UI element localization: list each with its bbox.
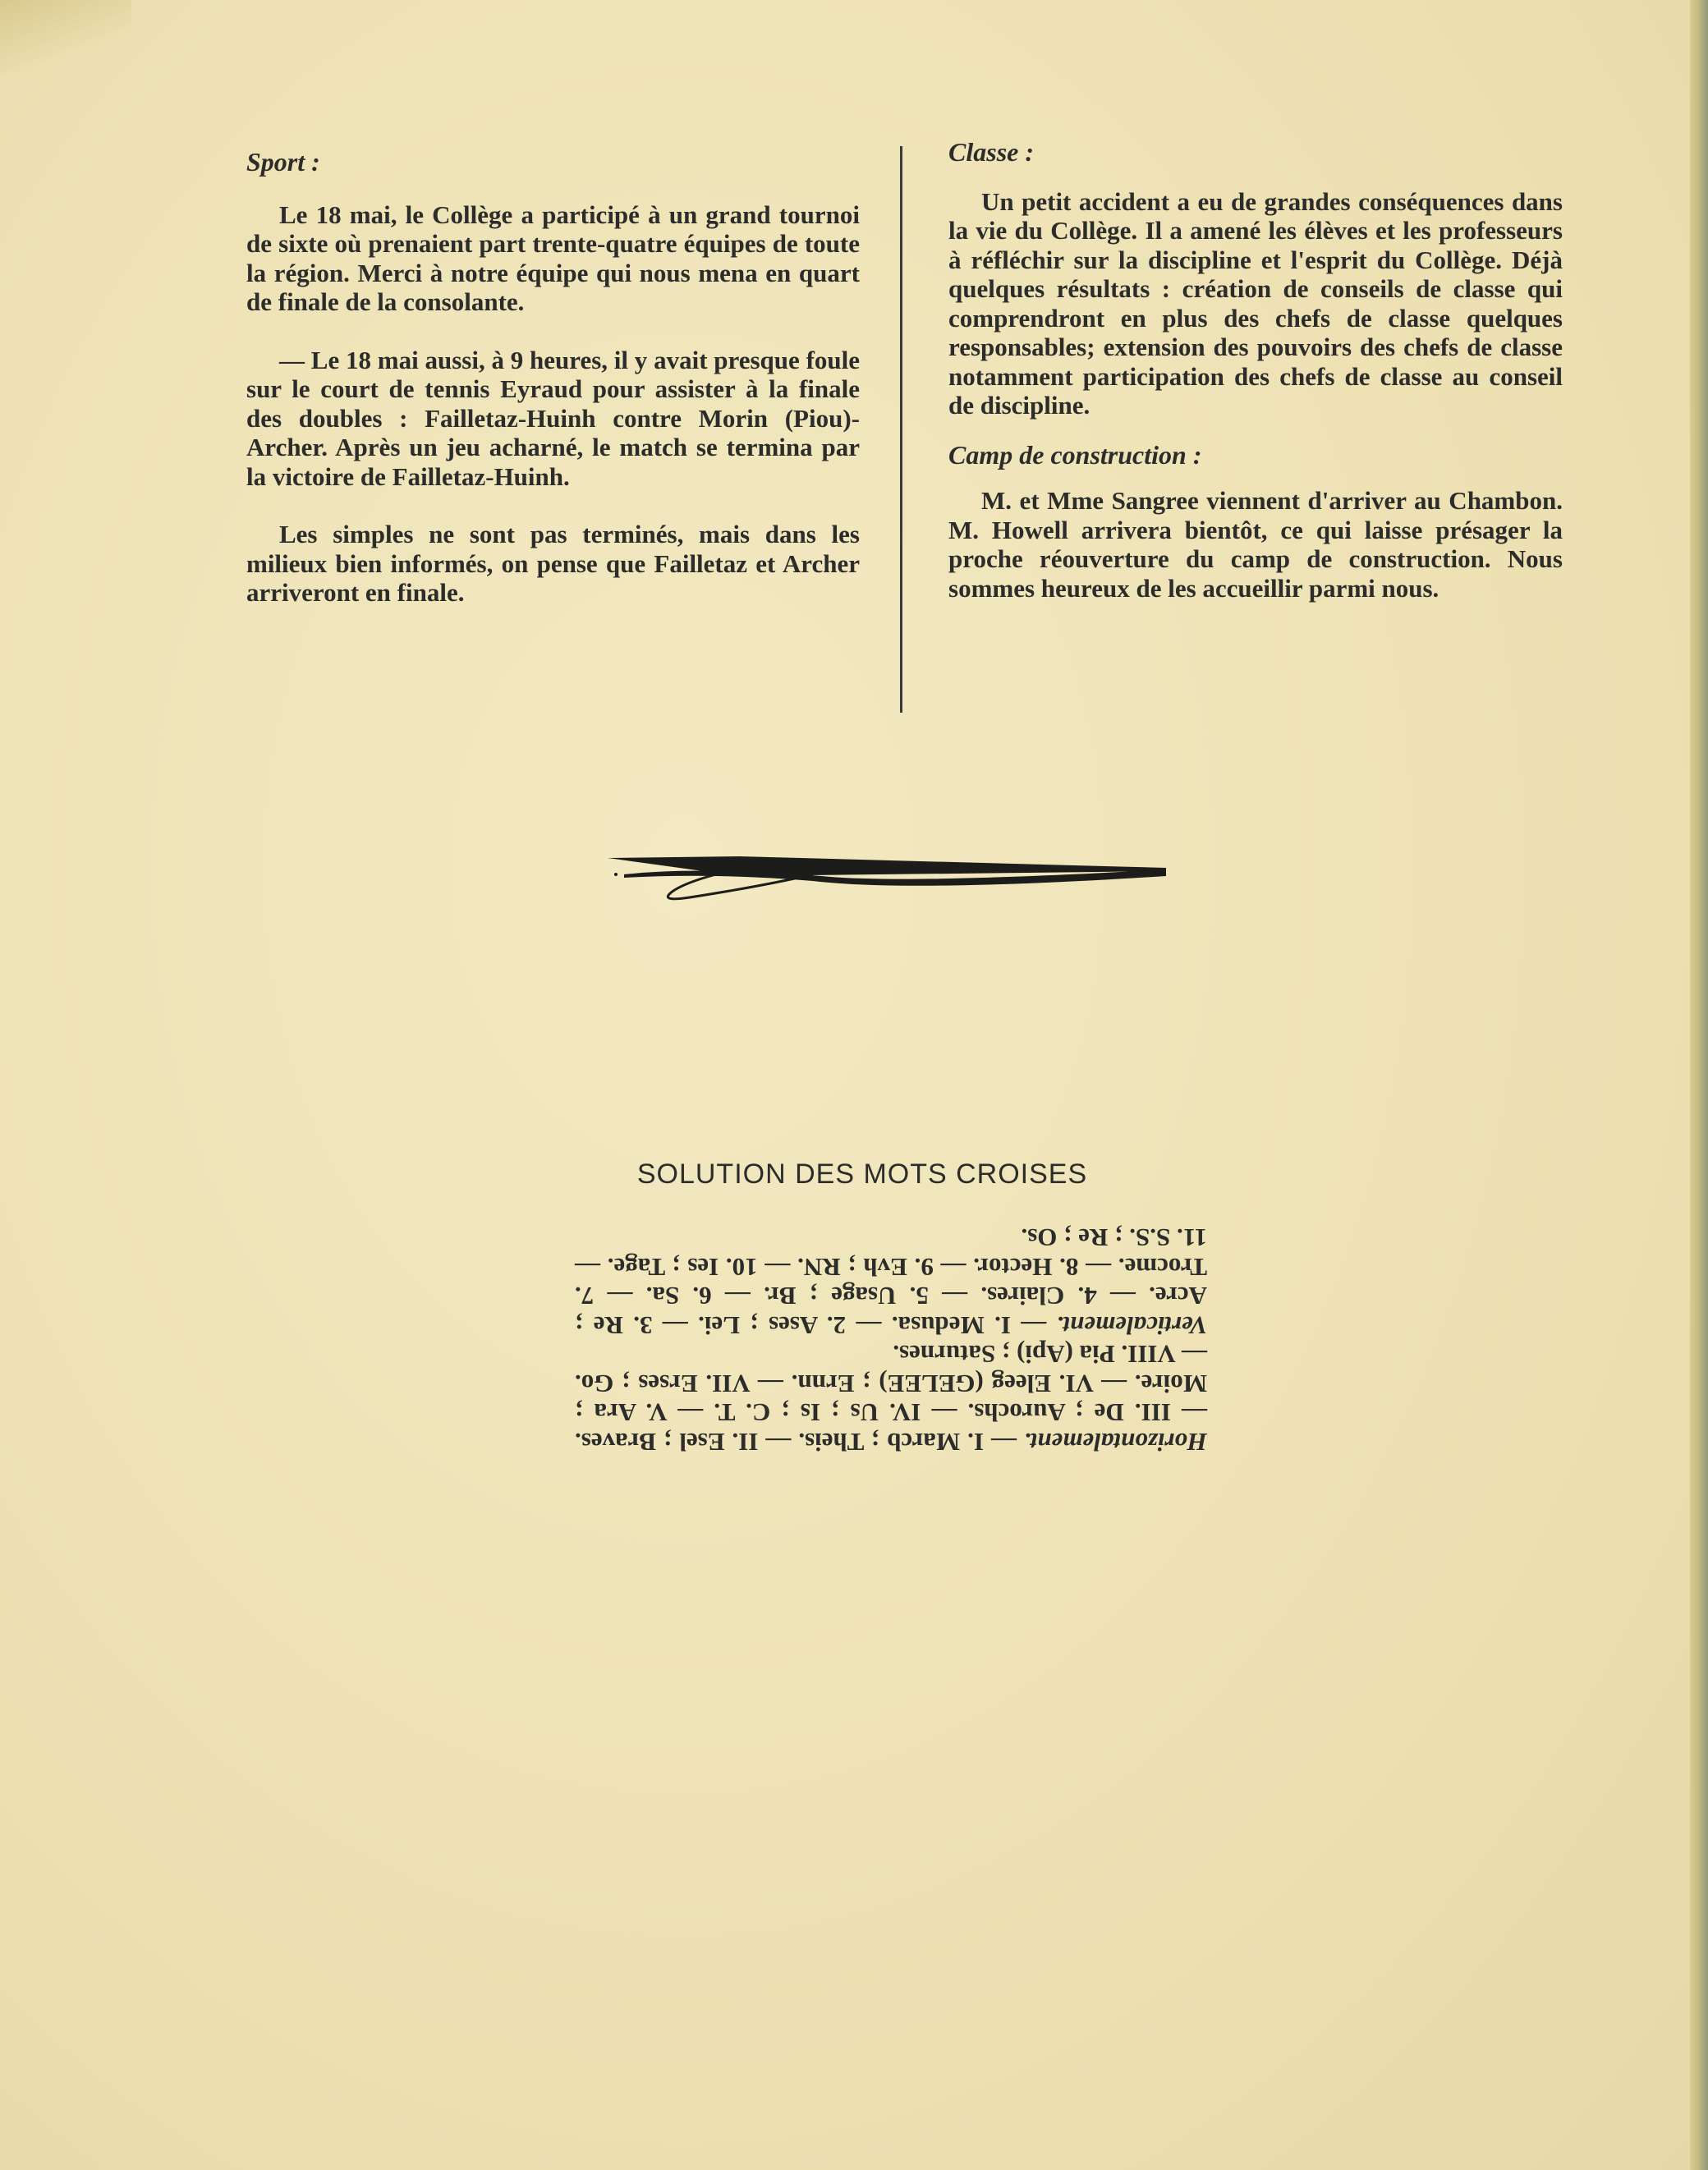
camp-paragraph: M. et Mme Sangree viennent d'arriver au Chambon. M. Howell arrivera bientôt, ce qui laisse présager la proche réouverture du camp de construction. Nous sommes heureux de les accueillir parmi nous. bbox=[948, 486, 1563, 603]
left-column bbox=[246, 148, 860, 608]
solution-vertical bbox=[575, 1223, 1207, 1340]
vertical-text: — I. Medusa. — 2. Ases ; Lei. — 3. Re ; Acre. — 4. Claires. — 5. Usage ; Br. — 6. Sa. — 7. Trocme. — 8. Hector. — 9. Evh ; RN. — 10. Ies ; Tage. — 11. S.S. ; Re ; Os. bbox=[575, 1223, 1207, 1340]
classe-heading: Classe : bbox=[948, 137, 1034, 167]
horizontal-text: — I. Marcb ; Theis. — II. Esel ; Braves. — III. De ; Aurochs. — IV. Us ; Is ; C. T. — V. Ara ; Moire. — VI. Eleeg (GELEE) ; Ernn. — VII. Erses ; Go. — VIII. Pia (Api) ; Saturnes. bbox=[575, 1340, 1207, 1457]
vertical-label: Verticalement. bbox=[1056, 1311, 1207, 1340]
column-divider bbox=[900, 146, 902, 713]
solution-block-upside-down bbox=[575, 1223, 1207, 1457]
camp-heading: Camp de construction : bbox=[948, 439, 1202, 470]
solution-title: SOLUTION DES MOTS CROISES bbox=[636, 1158, 1088, 1190]
sport-heading: Sport : bbox=[246, 147, 320, 177]
horizontal-label: Horizontalement. bbox=[1023, 1428, 1207, 1457]
solution-horizontal bbox=[575, 1340, 1207, 1457]
right-column bbox=[948, 138, 1563, 603]
page-edge bbox=[1690, 0, 1708, 2170]
paper-corner-fold bbox=[0, 0, 131, 74]
classe-paragraph: Un petit accident a eu de grandes conséquences dans la vie du Collège. Il a amené les élèves et les professeurs à réfléchir sur la discipline et l'esprit du Collège. Déjà quelques résultats : création de conseils de classe qui comprendront en plus des chefs de classe quelques responsables; extension des pouvoirs des chefs de classe notamment participation des chefs de classe au conseil de discipline. bbox=[948, 186, 1563, 420]
sport-paragraph-2: — Le 18 mai aussi, à 9 heures, il y avait presque foule sur le court de tennis Eyraud pour assister à la finale des doubles : Failletaz-Huinh contre Morin (Piou)-Archer. Après un jeu acharné, le match se termina par la victoire de Failletaz-Huinh. bbox=[246, 345, 860, 491]
sport-paragraph-1: Le 18 mai, le Collège a participé à un grand tournoi de sixte où prenaient part trente-quatre équipes de toute la région. Merci à notre équipe qui nous mena en quart de finale de la consolante. bbox=[246, 200, 860, 316]
flourish-ornament bbox=[599, 842, 1191, 907]
sport-paragraph-3: Les simples ne sont pas terminés, mais dans les milieux bien informés, on pense que Failletaz et Archer arriveront en finale. bbox=[246, 520, 860, 607]
